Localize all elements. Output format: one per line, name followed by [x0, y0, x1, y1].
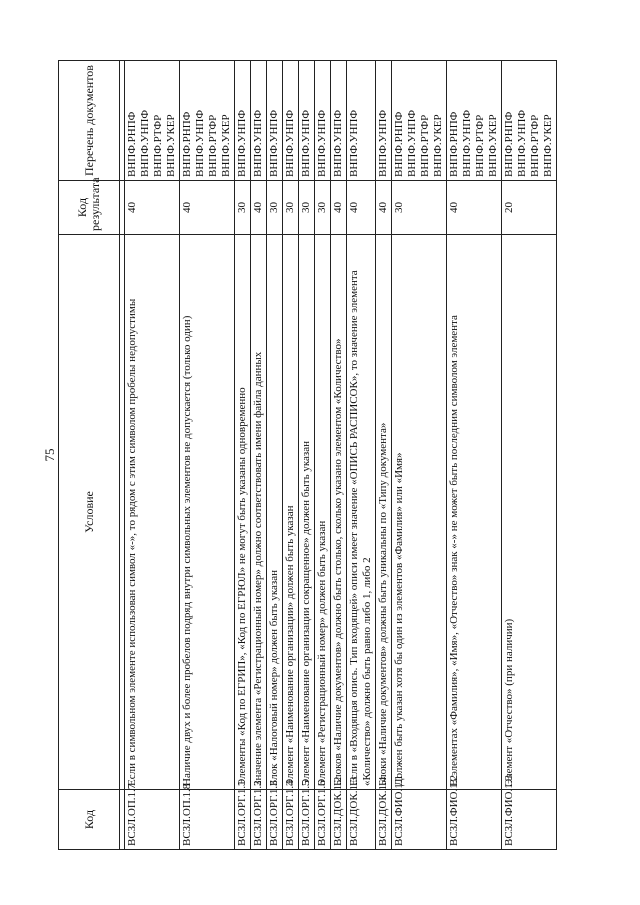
- document-code: ВНПФ.УНПФ: [252, 109, 264, 177]
- row-condition: Элементы «Код по ЕГРИП», «Код по ЕГРЮЛ» не могут быть указаны одновременно: [235, 235, 251, 790]
- header-result-code: Код результата: [59, 181, 120, 235]
- row-documents: [283, 61, 299, 181]
- row-documents: [267, 61, 283, 181]
- table-row: [347, 61, 376, 850]
- document-code: ВНПФ.УКЕР: [220, 114, 232, 177]
- row-result-code: 30: [299, 181, 315, 235]
- row-code: ВСЗЛ.ФИО.1.2: [447, 790, 502, 850]
- page-number: 75: [42, 448, 57, 462]
- document-code: ВНПФ.УНПФ: [139, 109, 151, 177]
- row-code: ВСЗЛ.ОРГ.1.3: [267, 790, 283, 850]
- row-result-code: 40: [447, 181, 502, 235]
- document-code: ВНПФ.РНПФ: [181, 111, 193, 177]
- table-row: [315, 61, 331, 850]
- row-documents: [180, 61, 235, 181]
- document-code: ВНПФ.РТФР: [419, 114, 431, 177]
- row-code: ВСЗЛ.ОРГ.1.4: [283, 790, 299, 850]
- table-row: [267, 61, 283, 850]
- table-header-row: [59, 61, 120, 850]
- document-code: ВНПФ.УКЕР: [165, 114, 177, 177]
- document-code: ВНПФ.УНПФ: [348, 109, 360, 177]
- document-code: ВНПФ.УКЕР: [542, 114, 554, 177]
- row-condition: Значение элемента «Регистрационный номер» должно соответствовать имени файла данных: [251, 235, 267, 790]
- row-result-code: 40: [125, 181, 180, 235]
- row-code: ВСЗЛ.ФИО.1.1: [392, 790, 447, 850]
- row-condition: Элемент «Отчество» (при наличии): [502, 235, 557, 790]
- row-result-code: 40: [331, 181, 347, 235]
- header-code: Код: [59, 790, 120, 850]
- document-code: ВНПФ.УНПФ: [300, 109, 312, 177]
- row-documents: [502, 61, 557, 181]
- row-documents: [315, 61, 331, 181]
- row-result-code: 40: [180, 181, 235, 235]
- table-row: [283, 61, 299, 850]
- document-code: ВНПФ.РТФР: [152, 114, 164, 177]
- row-result-code: 40: [251, 181, 267, 235]
- table-row: [251, 61, 267, 850]
- document-code: ВНПФ.РНПФ: [503, 111, 515, 177]
- row-result-code: 30: [315, 181, 331, 235]
- row-condition: Элемент «Наименование организации сокращенное» должен быть указан: [299, 235, 315, 790]
- document-code: ВНПФ.РНПФ: [126, 111, 138, 177]
- document-code: ВНПФ.УНПФ: [516, 109, 528, 177]
- row-code: ВСЗЛ.ОП.1.8: [180, 790, 235, 850]
- validation-table: [58, 60, 557, 850]
- row-documents: [299, 61, 315, 181]
- document-code: ВНПФ.УНПФ: [461, 109, 473, 177]
- row-result-code: 20: [502, 181, 557, 235]
- row-documents: [125, 61, 180, 181]
- table-wrapper: [58, 61, 602, 850]
- row-code: ВСЗЛ.ОРГ.1.5: [299, 790, 315, 850]
- row-condition: Блоки «Наличие документов» должны быть уникальны по «Типу документа»: [376, 235, 392, 790]
- table-row: [235, 61, 251, 850]
- row-condition: Блок «Налоговый номер» должен быть указан: [267, 235, 283, 790]
- row-documents: [392, 61, 447, 181]
- row-result-code: 30: [235, 181, 251, 235]
- document-code: ВНПФ.УНПФ: [236, 109, 248, 177]
- row-code: ВСЗЛ.ФИО.1.3: [502, 790, 557, 850]
- table-row: [502, 61, 557, 850]
- header-documents: Перечень документов: [59, 61, 120, 181]
- row-result-code: 40: [376, 181, 392, 235]
- document-code: ВНПФ.УКЕР: [432, 114, 444, 177]
- document-code: ВНПФ.РНПФ: [393, 111, 405, 177]
- row-condition: Должен быть указан хотя бы один из элементов «Фамилия» или «Имя»: [392, 235, 447, 790]
- table-row: [299, 61, 315, 850]
- document-code: ВНПФ.УНПФ: [316, 109, 328, 177]
- table-row: [392, 61, 447, 850]
- document-code: ВНПФ.РТФР: [207, 114, 219, 177]
- table-row: [180, 61, 235, 850]
- row-result-code: 30: [392, 181, 447, 235]
- document-code: ВНПФ.УНПФ: [332, 109, 344, 177]
- row-documents: [331, 61, 347, 181]
- table-row: [376, 61, 392, 850]
- row-condition: Если в «Входящая опись. Тип входящей» описи имеет значение «ОПИСЬ РАСПИСОК», то значение элемента «Количество» должно быть равно либо 1, либо 2: [347, 235, 376, 790]
- document-code: ВНПФ.РТФР: [529, 114, 541, 177]
- document-code: ВНПФ.УНПФ: [406, 109, 418, 177]
- document-code: ВНПФ.РТФР: [474, 114, 486, 177]
- row-result-code: 30: [267, 181, 283, 235]
- row-code: ВСЗЛ.ОРГ.1.1: [235, 790, 251, 850]
- table-row: [447, 61, 502, 850]
- table-body: [120, 61, 557, 850]
- row-documents: [347, 61, 376, 181]
- row-result-code: 40: [347, 181, 376, 235]
- rotated-table-container: [58, 61, 602, 850]
- document-code: ВНПФ.УКЕР: [487, 114, 499, 177]
- document-code: ВНПФ.РНПФ: [448, 111, 460, 177]
- document-code: ВНПФ.УНПФ: [194, 109, 206, 177]
- row-code: ВСЗЛ.ОРГ.1.6: [315, 790, 331, 850]
- row-condition: Блоков «Наличие документов» должно быть столько, сколько указано элементом «Количество»: [331, 235, 347, 790]
- row-code: ВСЗЛ.ДОК.1.2: [331, 790, 347, 850]
- row-condition: Если в символьном элементе использован символ «-», то рядом с этим символом пробелы недопустимы: [125, 235, 180, 790]
- table-row: [331, 61, 347, 850]
- row-result-code: 30: [283, 181, 299, 235]
- row-condition: В элементах «Фамилия», «Имя», «Отчество» знак «-» не может быть последним символом элемента: [447, 235, 502, 790]
- row-condition: Элемент «Наименование организации» должен быть указан: [283, 235, 299, 790]
- document-code: ВНПФ.УНПФ: [268, 109, 280, 177]
- document-code: ВНПФ.УНПФ: [284, 109, 296, 177]
- document-code: ВНПФ.УНПФ: [377, 109, 389, 177]
- row-code: ВСЗЛ.ОРГ.1.2: [251, 790, 267, 850]
- row-code: ВСЗЛ.ОП.1.7: [125, 790, 180, 850]
- row-code: ВСЗЛ.ДОК.1.4: [376, 790, 392, 850]
- table-row: [125, 61, 180, 850]
- row-condition: Элемент «Регистрационный номер» должен быть указан: [315, 235, 331, 790]
- row-documents: [447, 61, 502, 181]
- header-condition: Условие: [59, 235, 120, 790]
- row-code: ВСЗЛ.ДОК.1.3: [347, 790, 376, 850]
- row-condition: Наличие двух и более пробелов подряд внутри символьных элементов не допускается (только один): [180, 235, 235, 790]
- row-documents: [235, 61, 251, 181]
- row-documents: [376, 61, 392, 181]
- row-documents: [251, 61, 267, 181]
